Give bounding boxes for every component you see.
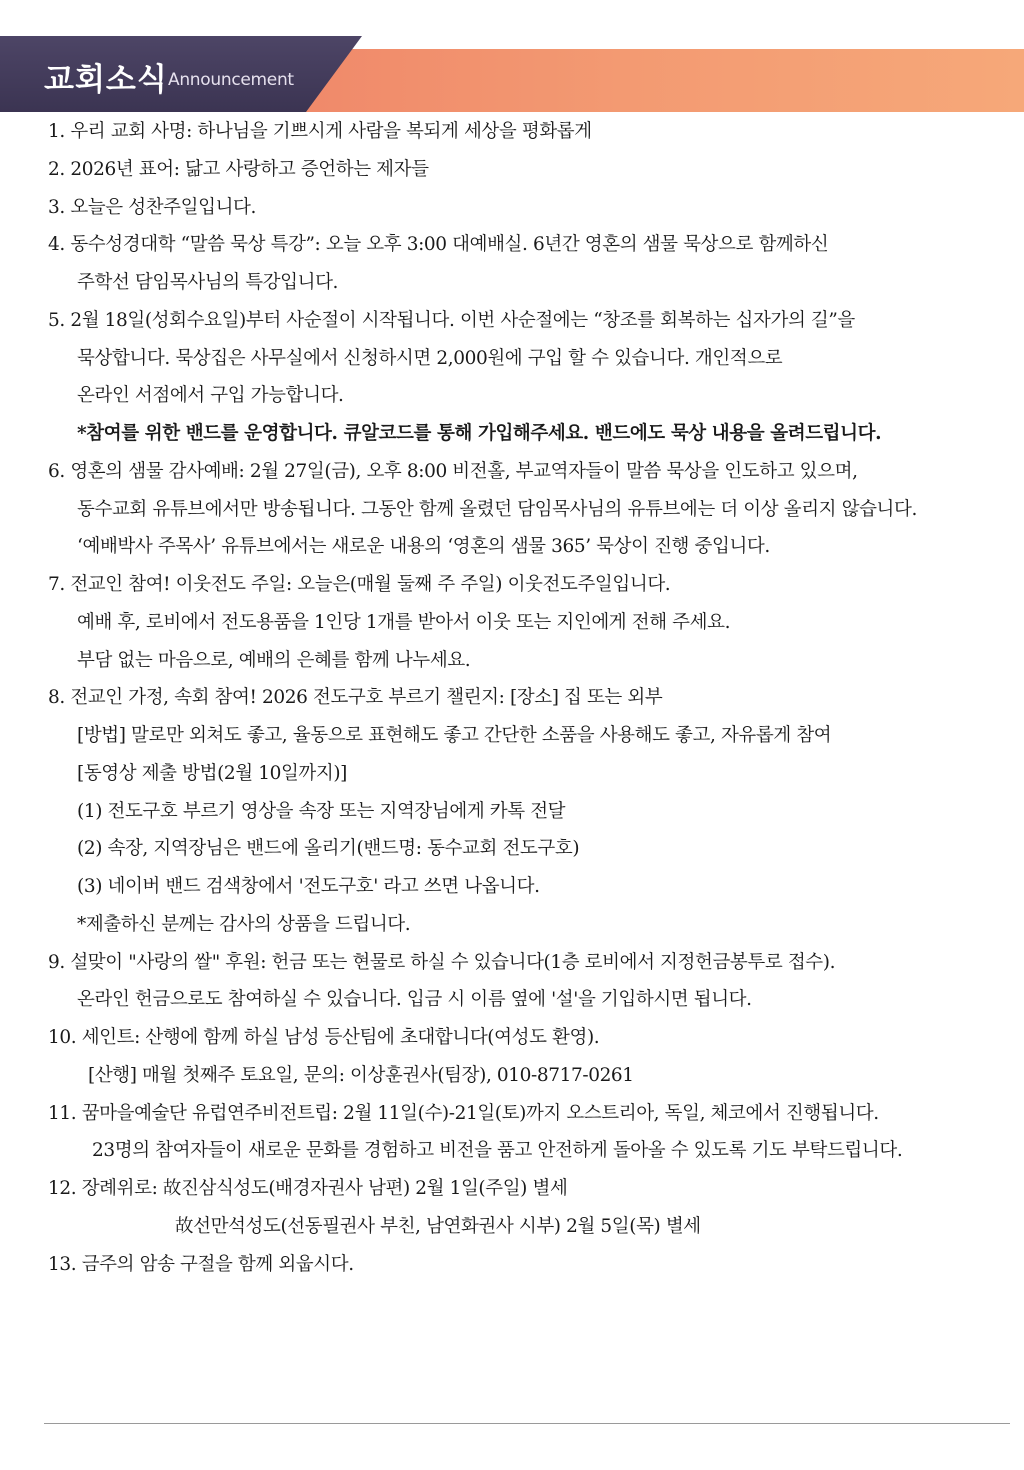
announcement-header — [0, 36, 1024, 112]
announcement-line: 온라인 헌금으로도 참여하실 수 있습니다. 입금 시 이름 옆에 '설'을 기입하시면 됩니다. — [77, 989, 752, 1010]
announcement-line: 23명의 참여자들이 새로운 문화를 경험하고 비전을 품고 안전하게 돌아올 수 있도록 기도 부탁드립니다. — [92, 1140, 903, 1161]
announcement-line: 13. 금주의 암송 구절을 함께 외웁시다. — [48, 1254, 354, 1275]
announcement-line: 부담 없는 마음으로, 예배의 은혜를 함께 나누세요. — [77, 650, 471, 671]
announcement-line: 8. 전교인 가정, 속회 참여! 2026 전도구호 부르기 챌린지: [장소] 집 또는 외부 — [48, 687, 663, 708]
announcement-line: 1. 우리 교회 사명: 하나님을 기쁘시게 사람을 복되게 세상을 평화롭게 — [48, 121, 592, 142]
announcement-line: 11. 꿈마을예술단 유럽연주비전트립: 2월 11일(수)-21일(토)까지 오스트리아, 독일, 체코에서 진행됩니다. — [48, 1103, 879, 1124]
announcement-line: 5. 2월 18일(성회수요일)부터 사순절이 시작됩니다. 이번 사순절에는 “창조를 회복하는 십자가의 길”을 — [48, 310, 855, 331]
announcement-line: [동영상 제출 방법(2월 10일까지)] — [77, 763, 348, 784]
announcement-line: 10. 세인트: 산행에 함께 하실 남성 등산팀에 초대합니다(여성도 환영). — [48, 1027, 600, 1048]
header-subtitle: Announcement — [168, 70, 294, 90]
announcement-line: 3. 오늘은 성찬주일입니다. — [48, 197, 257, 218]
announcement-line: 묵상합니다. 묵상집은 사무실에서 신청하시면 2,000원에 구입 할 수 있습니다. 개인적으로 — [77, 348, 783, 369]
announcement-line: 6. 영혼의 샘물 감사예배: 2월 27일(금), 오후 8:00 비전홀, 부교역자들이 말씀 묵상을 인도하고 있으며, — [48, 461, 858, 482]
header-accent-band — [296, 49, 1024, 112]
header-title: 교회소식 — [44, 62, 168, 98]
bottom-divider — [44, 1423, 1010, 1424]
announcement-line: ‘예배박사 주목사’ 유튜브에서는 새로운 내용의 ‘영혼의 샘물 365’ 묵상이 진행 중입니다. — [77, 536, 770, 557]
announcement-line: 4. 동수성경대학 “말씀 묵상 특강”: 오늘 오후 3:00 대예배실. 6년간 영혼의 샘물 묵상으로 함께하신 — [48, 234, 829, 255]
announcement-line: 9. 설맞이 "사랑의 쌀" 후원: 헌금 또는 현물로 하실 수 있습니다(1층 로비에서 지정헌금봉투로 접수). — [48, 952, 836, 973]
announcement-line: (2) 속장, 지역장님은 밴드에 올리기(밴드명: 동수교회 전도구호) — [77, 838, 580, 859]
announcement-line: 故선만석성도(선동필권사 부친, 남연화권사 시부) 2월 5일(목) 별세 — [175, 1216, 701, 1237]
announcement-line: 12. 장례위로: 故진삼식성도(배경자권사 남편) 2월 1일(주일) 별세 — [48, 1178, 568, 1199]
announcement-line: 2. 2026년 표어: 닮고 사랑하고 증언하는 제자들 — [48, 159, 429, 180]
announcement-line: 7. 전교인 참여! 이웃전도 주일: 오늘은(매월 둘째 주 주일) 이웃전도주일입니다. — [48, 574, 671, 595]
announcement-line-notice: *참여를 위한 밴드를 운영합니다. 큐알코드를 통해 가입해주세요. 밴드에도 묵상 내용을 올려드립니다. — [77, 423, 882, 444]
announcement-line: (1) 전도구호 부르기 영상을 속장 또는 지역장님에게 카톡 전달 — [77, 801, 566, 822]
announcement-line: 예배 후, 로비에서 전도용품을 1인당 1개를 받아서 이웃 또는 지인에게 전해 주세요. — [77, 612, 731, 633]
announcement-line: [방법] 말로만 외쳐도 좋고, 율동으로 표현해도 좋고 간단한 소품을 사용해도 좋고, 자유롭게 참여 — [77, 725, 832, 746]
announcement-line: 온라인 서점에서 구입 가능합니다. — [77, 385, 344, 406]
announcement-line: [산행] 매월 첫째주 토요일, 문의: 이상훈권사(팀장), 010-8717-0261 — [88, 1065, 634, 1086]
announcement-line: 주학선 담임목사님의 특강입니다. — [77, 272, 339, 293]
announcement-line: *제출하신 분께는 감사의 상품을 드립니다. — [77, 914, 411, 935]
announcement-line: 동수교회 유튜브에서만 방송됩니다. 그동안 함께 올렸던 담임목사님의 유튜브에는 더 이상 올리지 않습니다. — [77, 499, 917, 520]
announcement-line: (3) 네이버 밴드 검색창에서 '전도구호' 라고 쓰면 나옵니다. — [77, 876, 540, 897]
